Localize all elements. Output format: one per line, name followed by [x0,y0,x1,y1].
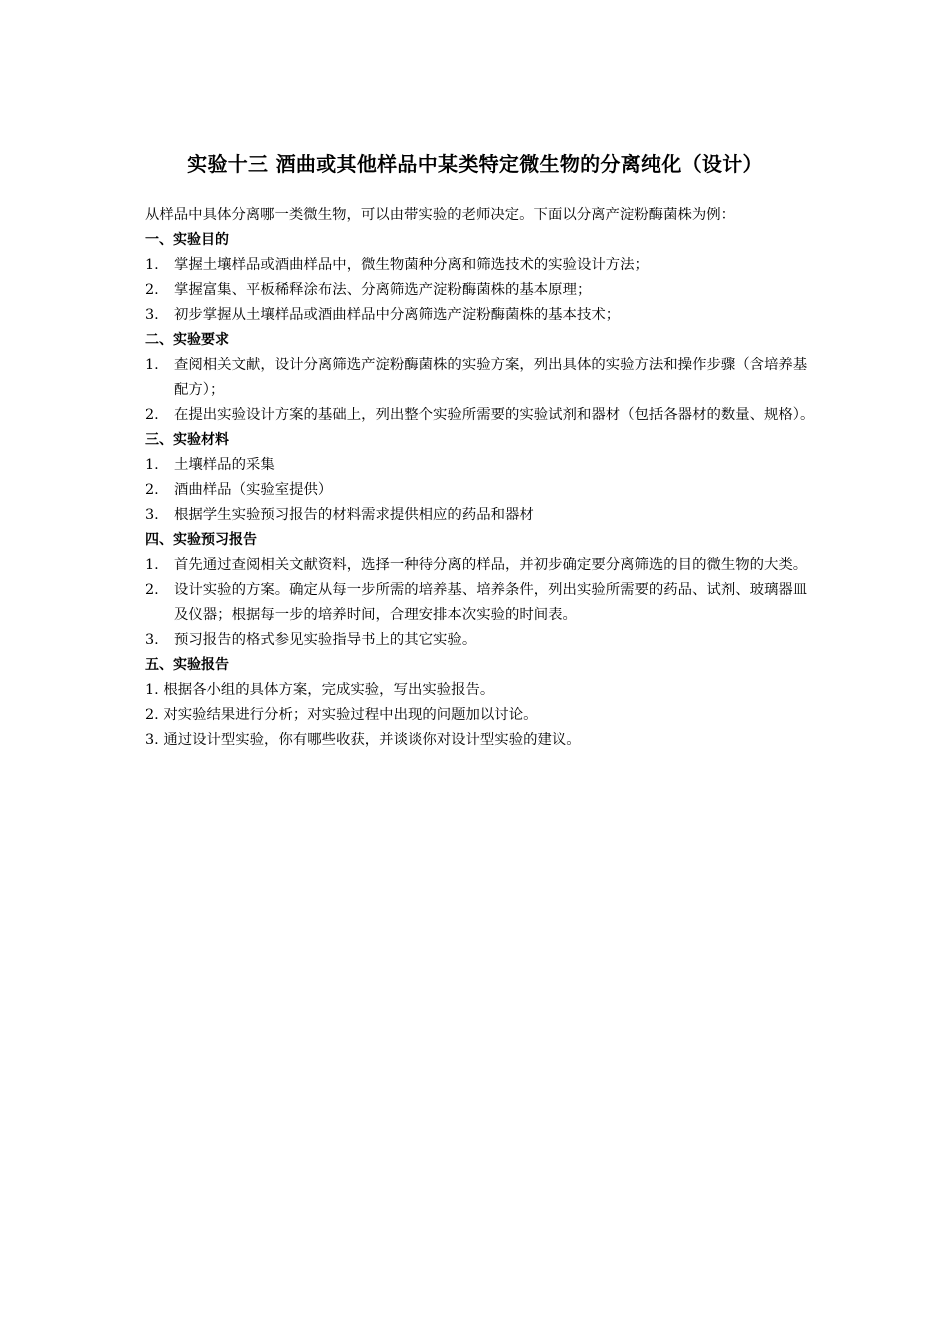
list-item [145,703,820,728]
list-item [145,403,820,428]
section-heading: 一、实验目的 [145,232,229,248]
list-item-text: 在提出实验设计方案的基础上，列出整个实验所需要的实验试剂和器材（包括各器材的数量、规格）。 [174,407,815,423]
list-item-text: 初步掌握从土壤样品或酒曲样品中分离筛选产淀粉酶菌株的基本技术； [174,307,621,323]
list-item-number: 3. [145,507,159,523]
list-item-text: 设计实验的方案。确定从每一步所需的培养基、培养条件，列出实验所需要的药品、试剂、玻璃器皿及仪器；根据每一步的培养时间，合理安排本次实验的时间表。 [174,582,808,623]
list-item-number: 3. [145,632,159,648]
intro-paragraph: 从样品中具体分离哪一类微生物，可以由带实验的老师决定。下面以分离产淀粉酶菌株为例： [145,207,736,223]
section-requirements [145,328,820,428]
list-item [145,578,820,628]
list-item [145,278,820,303]
list-item-number: 2. [145,282,159,298]
section-materials [145,428,820,528]
list-item-text: 掌握富集、平板稀释涂布法、分离筛选产淀粉酶菌株的基本原理； [174,282,592,298]
list-item [145,253,820,278]
list-item-number: 1. [145,682,159,698]
section-objectives [145,228,820,328]
list-item-number: 1. [145,457,159,473]
list-item [145,353,820,403]
section-heading: 二、实验要求 [145,332,229,348]
list-item-number: 3. [145,307,159,323]
list-item [145,453,820,478]
list-item-text: 对实验结果进行分析；对实验过程中出现的问题加以讨论。 [163,707,538,723]
list-item-number: 2. [145,482,159,498]
section-heading: 五、实验报告 [145,657,229,673]
section-heading: 三、实验材料 [145,432,229,448]
section-preview-report [145,528,820,653]
list-item-number: 1. [145,257,159,273]
list-item-text: 首先通过查阅相关文献资料，选择一种待分离的样品，并初步确定要分离筛选的目的微生物的大类。 [174,557,808,573]
list-item [145,303,820,328]
list-item-text: 土壤样品的采集 [174,457,275,473]
list-item-text: 预习报告的格式参见实验指导书上的其它实验。 [174,632,477,648]
list-item-text: 根据各小组的具体方案，完成实验，写出实验报告。 [163,682,495,698]
list-item-number: 1. [145,357,159,373]
list-item-number: 1. [145,557,159,573]
list-item [145,678,820,703]
section-lab-report [145,653,820,753]
section-heading: 四、实验预习报告 [145,532,257,548]
list-item [145,503,820,528]
list-item-number: 3. [145,732,159,748]
list-item-number: 2. [145,582,159,598]
list-item-text: 根据学生实验预习报告的材料需求提供相应的药品和器材 [174,507,534,523]
list-item [145,478,820,503]
list-item [145,553,820,578]
list-item [145,628,820,653]
list-item-text: 酒曲样品（实验室提供） [174,482,333,498]
list-item-number: 2. [145,407,159,423]
list-item-text: 掌握土壤样品或酒曲样品中，微生物菌种分离和筛选技术的实验设计方法； [174,257,649,273]
page-title: 实验十三 酒曲或其他样品中某类特定微生物的分离纯化（设计） [187,152,763,176]
list-item-number: 2. [145,707,159,723]
document-body [145,203,820,753]
list-item [145,728,820,753]
list-item-text: 查阅相关文献，设计分离筛选产淀粉酶菌株的实验方案，列出具体的实验方法和操作步骤（含培养基配方）； [174,357,808,398]
list-item-text: 通过设计型实验，你有哪些收获，并谈谈你对设计型实验的建议。 [163,732,581,748]
